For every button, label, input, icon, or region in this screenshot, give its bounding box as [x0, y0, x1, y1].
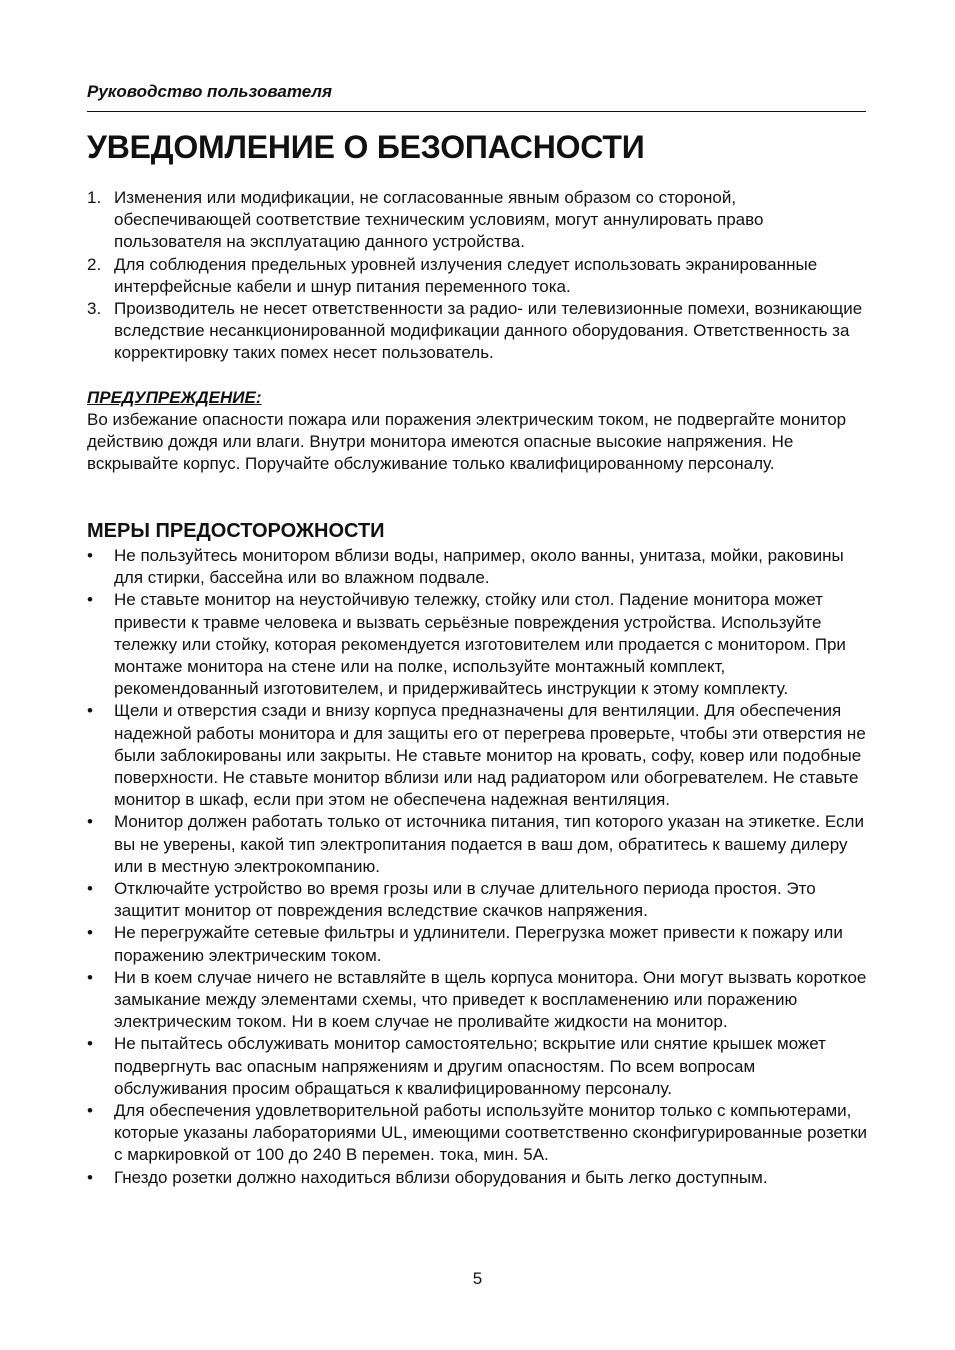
precaution-item	[87, 967, 868, 1034]
bullet-icon: •	[87, 1167, 93, 1187]
notice-number: 1.	[87, 188, 102, 207]
bullet-icon: •	[87, 967, 93, 987]
bullet-icon: •	[87, 546, 93, 565]
precaution-text: Не ставьте монитор на неустойчивую тележку, стойку или стол. Падение монитора может привести к травме человека и вызвать серьёзные повреждения устройства. Используйте тележку или стойку, которая рекомендуется изготовителем или продается с монитором. При монтаже монитора на стене или на полке, используйте монтажный комплект, рекомендованный изготовителем, и придерживайтесь инструкции к этому комплекту.	[114, 590, 846, 699]
precaution-item	[87, 545, 868, 589]
header-rule	[87, 111, 866, 112]
precautions-list	[87, 545, 868, 1189]
precaution-text: Монитор должен работать только от источника питания, тип которого указан на этикетке. Если вы не уверены, какой тип электропитания подается в ваш дом, обратитесь к вашему дилеру или в местную электрокомпанию.	[114, 812, 864, 876]
notice-item	[87, 254, 868, 298]
precaution-item	[87, 811, 868, 878]
precaution-text: Не перегружайте сетевые фильтры и удлинители. Перегрузка может привести к пожару или поражению электрическим током.	[114, 923, 843, 965]
running-header: Руководство пользователя	[87, 82, 332, 101]
bullet-icon: •	[87, 590, 93, 610]
notice-item	[87, 187, 868, 254]
page-number: 5	[472, 1269, 483, 1288]
notice-number: 3.	[87, 299, 102, 319]
precaution-text: Щели и отверстия сзади и внизу корпуса предназначены для вентиляции. Для обеспечения надежной работы монитора и для защиты его от перегрева проверьте, чтобы эти отверстия не были заблокированы или закрыты. Не ставьте монитор на кровать, софу, ковер или подобные поверхности. Не ставьте монитор вблизи или над радиатором или обогревателем. Не ставьте монитор в шкаф, если при этом не обеспечена надежная вентиляция.	[114, 701, 866, 810]
notice-list	[87, 187, 868, 365]
precaution-item	[87, 922, 868, 966]
precaution-text: Гнездо розетки должно находиться вблизи оборудования и быть легко доступным.	[114, 1167, 768, 1187]
precaution-item	[87, 700, 868, 811]
precaution-item	[87, 1100, 868, 1167]
precaution-item	[87, 878, 868, 922]
notice-text: Для соблюдения предельных уровней излучения следует использовать экранированные интерфейсные кабели и шнур питания переменного тока.	[114, 254, 818, 296]
bullet-icon: •	[87, 923, 93, 943]
bullet-icon: •	[87, 1034, 93, 1054]
bullet-icon: •	[87, 701, 93, 721]
precaution-item	[87, 1167, 868, 1189]
precaution-text: Отключайте устройство во время грозы или в случае длительного периода простоя. Это защитит монитор от повреждения вследствие скачков напряжения.	[114, 879, 816, 921]
page-title: УВЕДОМЛЕНИЕ О БЕЗОПАСНОСТИ	[87, 129, 645, 165]
warning-heading: ПРЕДУПРЕЖДЕНИЕ:	[87, 388, 262, 407]
notice-text: Изменения или модификации, не согласованные явным образом со стороной, обеспечивающей соответствие техническим условиям, могут аннулировать право пользователя на эксплуатацию данного устройства.	[114, 188, 764, 252]
bullet-icon: •	[87, 1101, 93, 1121]
notice-number: 2.	[87, 254, 102, 274]
precaution-item	[87, 1033, 868, 1100]
bullet-icon: •	[87, 812, 93, 832]
bullet-icon: •	[87, 879, 93, 899]
precaution-text: Не пытайтесь обслуживать монитор самостоятельно; вскрытие или снятие крышек может подвергнуть вас опасным напряжениям и другим опасностям. По всем вопросам обслуживания просим обращаться к квалифицированному персоналу.	[114, 1034, 826, 1098]
precaution-text: Ни в коем случае ничего не вставляйте в щель корпуса монитора. Они могут вызвать короткое замыкание между элементами схемы, что приведет к воспламенению или поражению электрическим током. Ни в коем случае не проливайте жидкости на монитор.	[114, 967, 867, 1032]
precaution-item	[87, 589, 868, 700]
notice-text: Производитель не несет ответственности за радио- или телевизионные помехи, возникающие вследствие несанкционированной модификации данного оборудования. Ответственность за корректировку таких помех несет пользователь.	[114, 299, 863, 363]
precautions-heading: МЕРЫ ПРЕДОСТОРОЖНОСТИ	[87, 520, 385, 542]
precaution-text: Не пользуйтесь монитором вблизи воды, например, около ванны, унитаза, мойки, раковины для стирки, бассейна или во влажном подвале.	[114, 546, 844, 588]
warning-text: Во избежание опасности пожара или поражения электрическим током, не подвергайте монитор действию дождя или влаги. Внутри монитора имеются опасные высокие напряжения. Не вскрывайте корпус. Поручайте обслуживание только квалифицированному персоналу.	[87, 410, 847, 474]
precaution-text: Для обеспечения удовлетворительной работы используйте монитор только с компьютерами, которые указаны лабораториями UL, имеющими соответственно сконфигурированные розетки с маркировкой от 100 до 240 В перемен. тока, мин. 5А.	[114, 1101, 868, 1165]
notice-item	[87, 298, 868, 365]
